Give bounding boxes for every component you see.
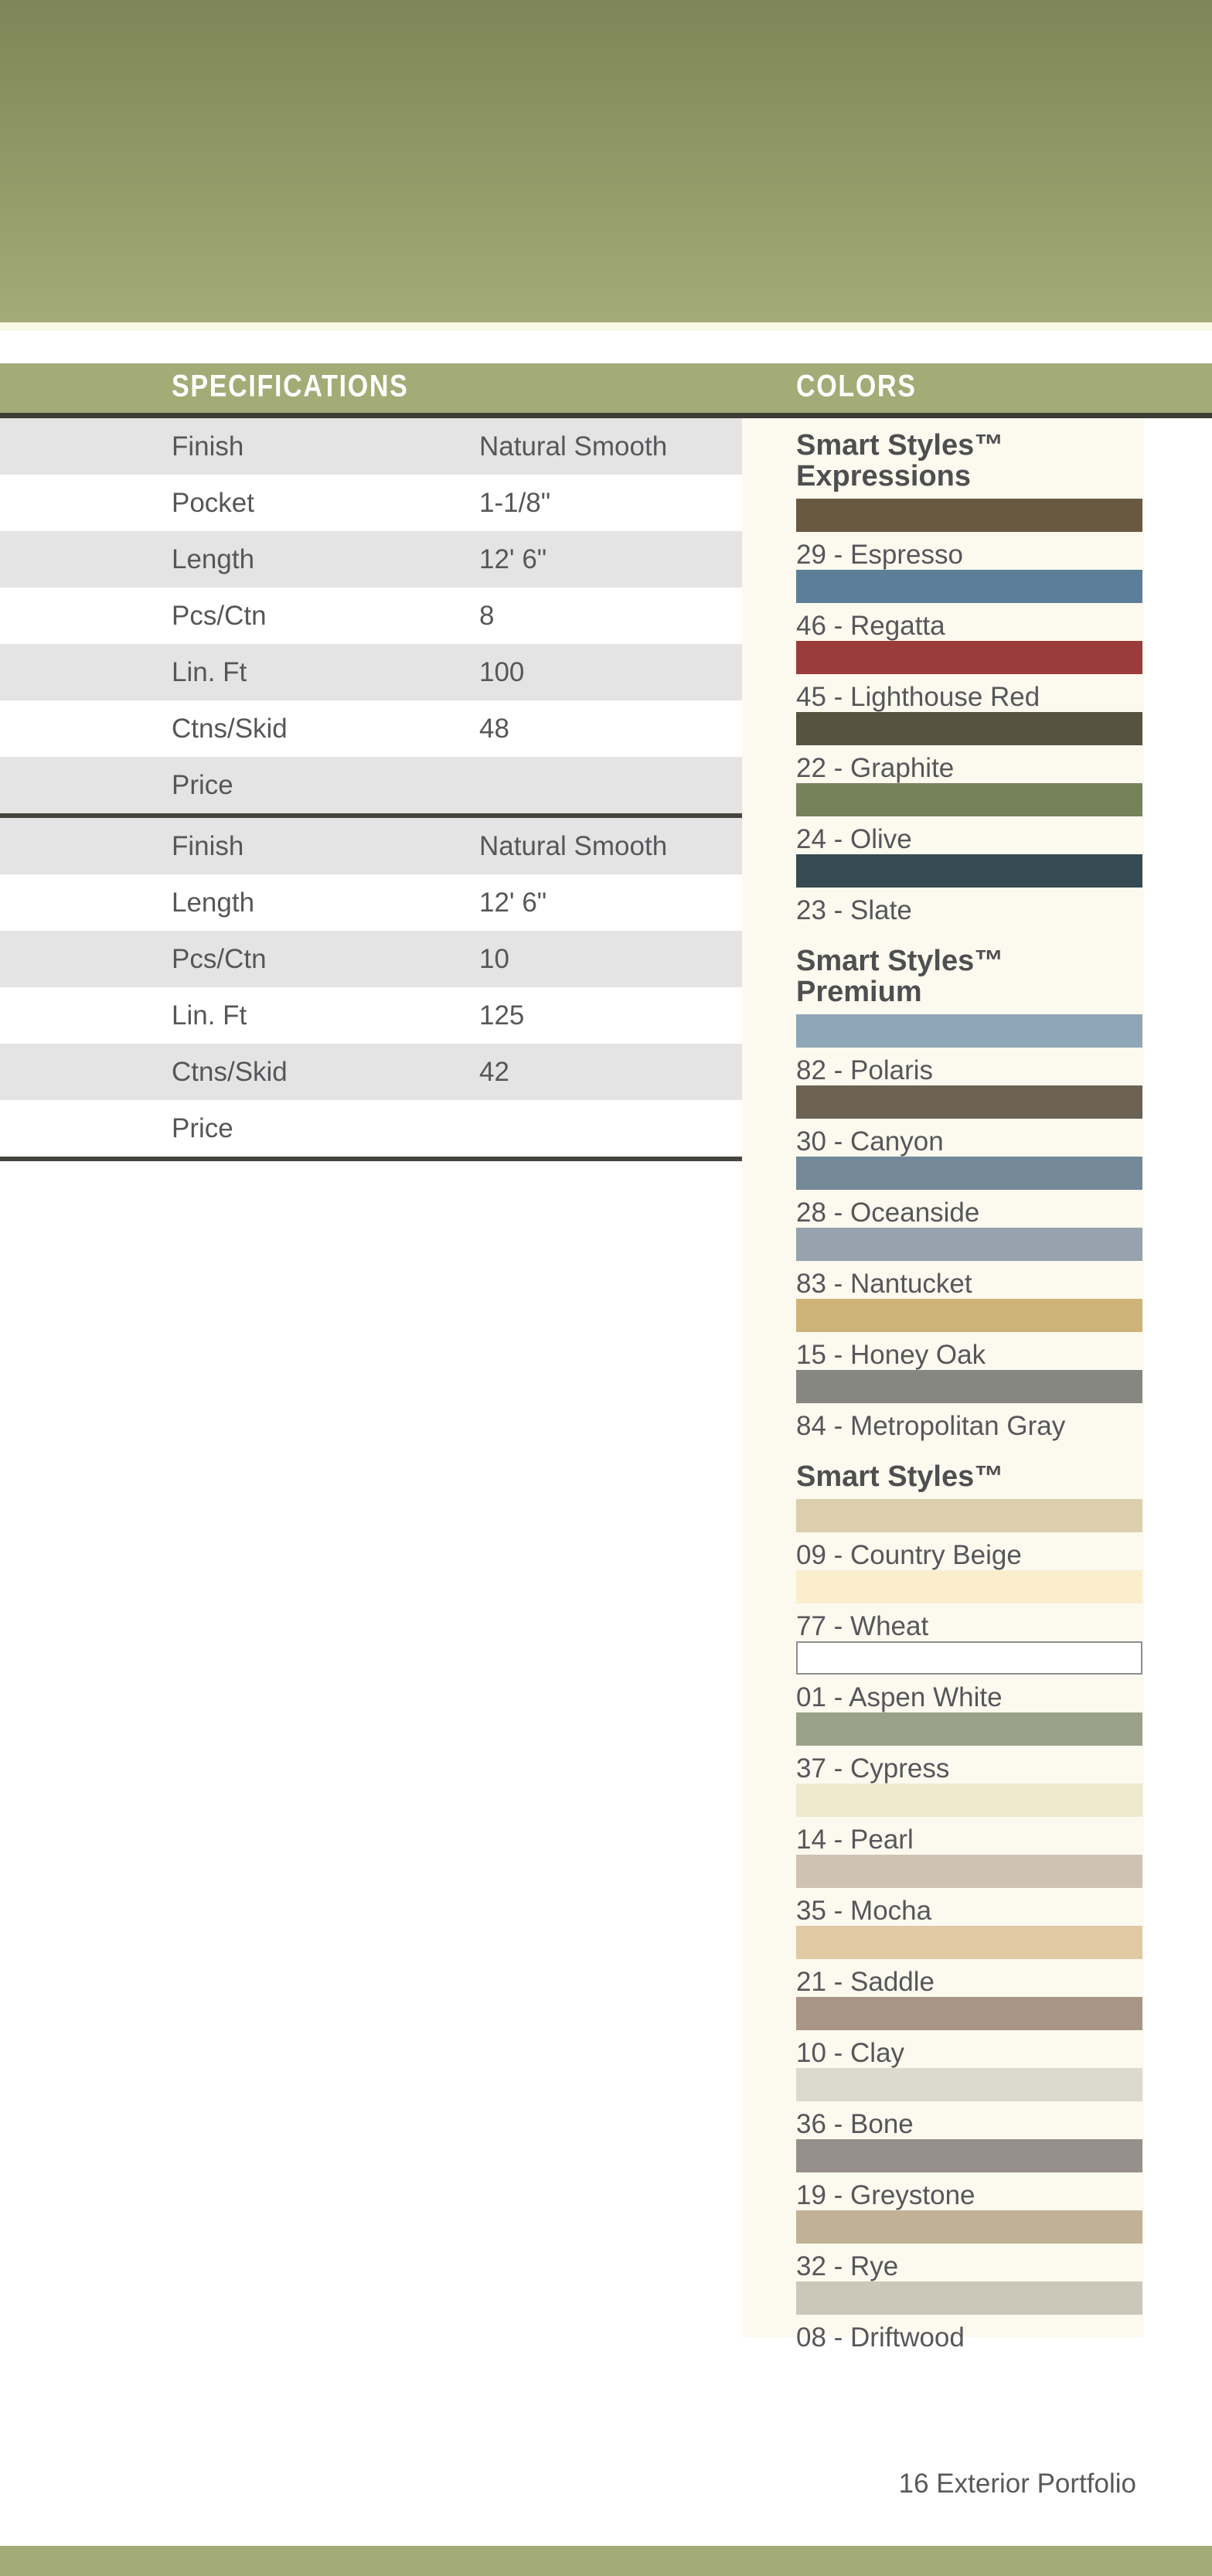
color-swatch-label: 09 - Country Beige [796,1540,1022,1570]
color-swatch-label: 29 - Espresso [796,540,963,570]
color-swatch [796,1926,1142,1959]
spec-label: Price [172,1113,233,1143]
color-group [796,946,1142,1441]
spec-value: 1-1/8" [479,487,551,518]
specifications-heading: SPECIFICATIONS [172,369,409,404]
color-swatch [796,1712,1142,1746]
spec-value: 48 [479,713,509,744]
color-swatch-label: 83 - Nantucket [796,1269,972,1299]
spec-section [0,418,742,818]
color-swatch-label: 10 - Clay [796,2038,905,2068]
spec-label: Finish [172,830,244,861]
color-swatch [796,641,1142,674]
colors-list [796,430,1142,2353]
color-swatch-label: 23 - Slate [796,895,912,925]
color-swatch [796,2210,1142,2244]
spec-label: Price [172,769,233,800]
color-group [796,430,1142,925]
spec-value: 10 [479,943,509,974]
color-swatch [796,1299,1142,1332]
color-swatch [796,854,1142,888]
spec-label: Lin. Ft [172,1000,247,1031]
color-group [796,1461,1142,2353]
color-swatch-label: 15 - Honey Oak [796,1340,986,1370]
spec-row [0,1044,742,1100]
spec-label: Length [172,543,255,574]
hero-gradient-banner [0,0,1212,322]
color-swatch [796,1085,1142,1119]
spec-label: Ctns/Skid [172,1056,288,1087]
spec-label: Pcs/Ctn [172,943,267,974]
header-underline [0,413,1212,418]
section-divider-rule [0,1157,742,1161]
color-swatch-label: 32 - Rye [796,2251,899,2281]
spec-row [0,700,742,757]
spec-row [0,931,742,987]
color-swatch-label: 01 - Aspen White [796,1682,1003,1712]
spec-section [0,818,742,1161]
spec-value: 42 [479,1056,509,1087]
color-swatch-label: 28 - Oceanside [796,1198,980,1228]
color-swatch-label: 82 - Polaris [796,1055,934,1085]
spec-row [0,418,742,475]
color-swatch [796,712,1142,745]
color-swatch-label: 30 - Canyon [796,1126,944,1157]
spec-value: 100 [479,656,525,687]
color-swatch-label: 19 - Greystone [796,2180,975,2210]
spec-row [0,1100,742,1157]
color-group-title: Smart Styles™ Premium [796,945,1004,1008]
color-swatch-label: 21 - Saddle [796,1967,935,1997]
spec-value: 125 [479,1000,525,1031]
spec-row [0,644,742,700]
color-swatch-label: 45 - Lighthouse Red [796,682,1040,712]
spec-row [0,818,742,874]
color-swatch [796,1641,1142,1675]
page-number-label: 16 Exterior Portfolio [898,2469,1136,2499]
color-swatch-label: 22 - Graphite [796,753,955,783]
color-swatch [796,2281,1142,2315]
color-swatch [796,1997,1142,2030]
color-swatch-label: 24 - Olive [796,824,912,854]
spec-label: Length [172,887,255,918]
color-swatch [796,1855,1142,1888]
spec-value: Natural Smooth [479,431,668,462]
section-header-band [0,363,1212,413]
color-swatch-label: 14 - Pearl [796,1825,914,1855]
bottom-olive-bar [0,2546,1212,2576]
color-swatch [796,499,1142,532]
color-swatch-label: 35 - Mocha [796,1896,932,1926]
spec-row [0,757,742,813]
spec-row [0,987,742,1044]
spec-row [0,475,742,531]
spec-value: 8 [479,600,495,631]
color-swatch [796,2139,1142,2172]
color-swatch-label: 84 - Metropolitan Gray [796,1411,1066,1441]
spec-row [0,531,742,588]
color-swatch [796,1784,1142,1817]
spec-value: Natural Smooth [479,830,668,861]
colors-heading: COLORS [796,369,917,404]
color-swatch-label: 37 - Cypress [796,1753,950,1784]
spec-label: Pcs/Ctn [172,600,267,631]
spec-label: Pocket [172,487,254,518]
spec-row [0,874,742,931]
spec-label: Ctns/Skid [172,713,288,744]
color-swatch-label: 46 - Regatta [796,611,945,641]
color-swatch [796,2068,1142,2101]
color-swatch [796,570,1142,603]
color-swatch [796,1228,1142,1261]
spec-value: 12' 6" [479,543,547,574]
spec-value: 12' 6" [479,887,547,918]
color-swatch [796,1014,1142,1048]
color-swatch-label: 77 - Wheat [796,1611,929,1641]
color-group-title: Smart Styles™ Expressions [796,429,1004,492]
spec-label: Lin. Ft [172,656,247,687]
color-swatch-label: 36 - Bone [796,2109,914,2139]
color-swatch [796,1499,1142,1532]
color-swatch [796,1570,1142,1603]
color-swatch [796,783,1142,816]
color-swatch [796,1370,1142,1403]
color-swatch [796,1157,1142,1190]
spec-label: Finish [172,431,244,462]
color-swatch-label: 08 - Driftwood [796,2322,965,2353]
hero-bottom-edge [0,322,1212,331]
color-group-title: Smart Styles™ [796,1460,1004,1493]
spec-table [0,418,742,1161]
spec-row [0,588,742,644]
